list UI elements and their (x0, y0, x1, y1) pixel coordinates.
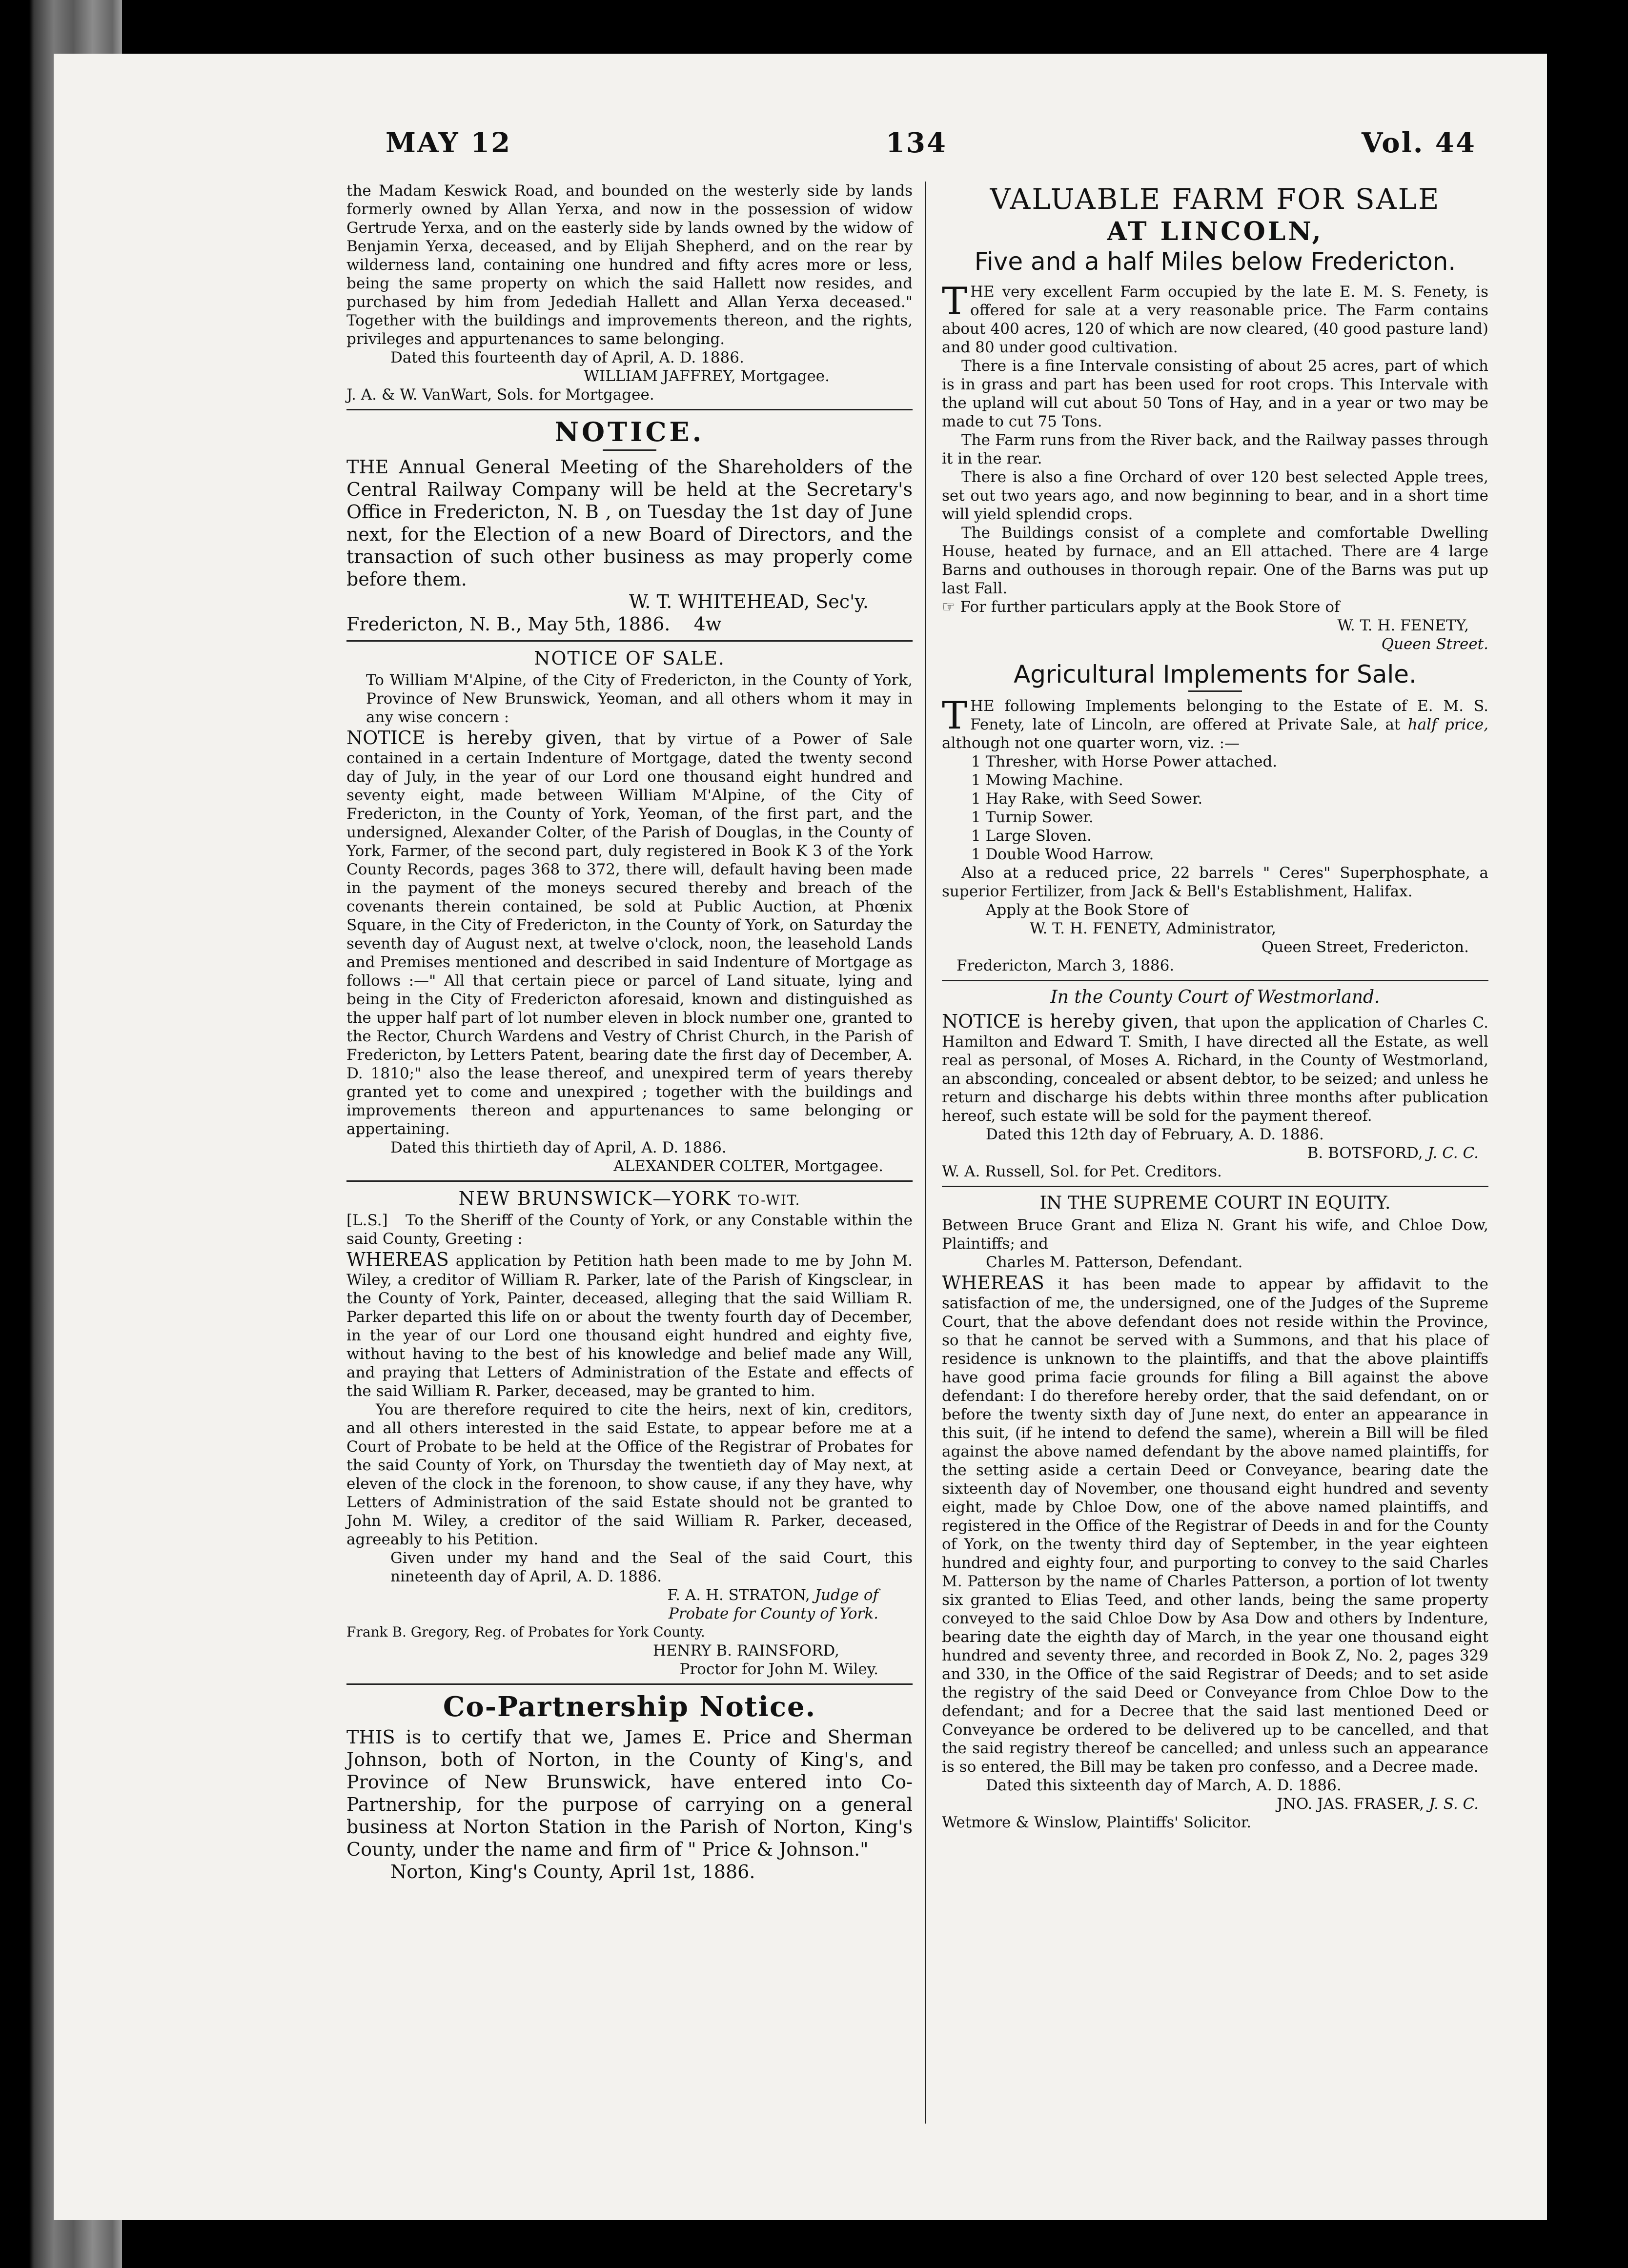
agri-intro-tail: although not one quarter worn, viz. :— (942, 734, 1240, 752)
farm-p4: There is also a fine Orchard of over 120 best selected Apple trees, set out two years ago, and now beginning to bear, and in a short time will yield splendid crops. (942, 468, 1488, 523)
agri-intro-italic: half price, (1407, 716, 1489, 733)
nb-body-text: application by Petition hath been made to me by John M. Wiley, a creditor of William R. Parker, late of the Parish of Kingsclear, in the County of York, Painter, deceased, alleging that the said William R. Parker departed this life on or about the twenty fourth day of December, in the year of our Lord one thousand eight hundred and eighty five, without having to the best of his knowledge and belief made any Will, and praying that Letters of Administration of the Estate and effects of the said William R. Parker, deceased, may be granted to him. (346, 1252, 913, 1400)
agri-dated: Fredericton, March 3, 1886. (956, 957, 1175, 974)
right-column (942, 182, 1488, 1832)
notice-body: THE Annual General Meeting of the Shareholders of the Central Railway Company will be held at the Secretary's Office in Fredericton, N. B , on Tuesday the 1st day of June next, for the Election of a new Board of Directors, and the transaction of such other business as may properly come before them. (346, 456, 913, 590)
westmorland-solicitor: W. A. Russell, Sol. for Pet. Creditors. (942, 1163, 1222, 1180)
divider (346, 1683, 913, 1685)
equity-signature (942, 1795, 1488, 1813)
continuation-solicitors: J. A. & W. VanWart, Sols. for Mortgagee. (346, 386, 654, 404)
farm-p3: The Farm runs from the River back, and the Railway passes through it in the rear. (942, 431, 1488, 467)
header-date: MAY 12 (386, 127, 512, 159)
list-item: 1 Thresher, with Horse Power attached. (971, 753, 1278, 770)
notice-weeks: 4w (693, 613, 722, 635)
farm-subheading: AT LINCOLN, (1107, 217, 1323, 246)
nb-heading-tail: TO-WIT. (738, 1192, 801, 1208)
equity-judge: JNO. JAS. FRASER, (1277, 1795, 1424, 1813)
continuation-text: the Madam Keswick Road, and bounded on the westerly side by lands formerly owned by Allan Yerxa, and now in the possession of widow Gertrude Yerxa, and on the easterly side by lands owned by the widow of Benjamin Yerxa, deceased, and by Elijah Shepherd, and on the rear by wilderness land, containing one hundred and fifty acres more or less, being the same property on which the said Hallett now resides, and purchased by him from Jedediah Hallett and Allan Yerxa deceased." Together with the buildings and improvements thereon, and the rights, privileges and appurtenances to same belonging. (346, 182, 913, 348)
divider (942, 1186, 1488, 1187)
agri-dropcap: T (942, 694, 968, 738)
copartnership-heading: Co-Partnership Notice. (443, 1691, 816, 1723)
list-item: 1 Large Sloven. (971, 827, 1092, 845)
farm-apply-text: For further particulars apply at the Book Store of (960, 598, 1340, 616)
sale-dated: Dated this thirtieth day of April, A. D. 1886. (390, 1139, 727, 1156)
nb-to: To the Sheriff of the County of York, or any Constable within the said County, Greeting : (346, 1212, 913, 1248)
equity-body-text: it has been made to appear by affidavit to the satisfaction of me, the undersigned, one of the Judges of the Supreme Court, that the above defendant does not reside within the Province, so that he cannot be served with a Summons, and that his place of residence is unknown to the plaintiffs, and that the above plaintiffs have good prima facie grounds for filing a Bill against the above defendant: I do therefore hereby order, that the said defendant, on or before the twenty sixth day of June next, do enter an appearance in this suit, (if he intend to defend the same), wherein a Bill will be filed against the above named defendant by the above named plaintiffs, for the setting aside a certain Deed or Conveyance, bearing date the sixteenth day of November, one thousand eight hundred and seventy eight, made by Chloe Dow, one of the above named plaintiffs, and registered in the Office of the Registrar of Deeds in and for the County of York, on the twenty third day of September, in the year eighteen hundred and eighty four, and purporting to convey to the said Charles M. Patterson by the name of Charles Patterson, a portion of lot twenty six granted to Elias Teed, and other lands, being the same property conveyed to the said Chloe Dow by Asa Dow and others by Indenture, bearing date the eighth day of March, in the year one thousand eight hundred and seventy three, and recorded in Book Z, No. 2, pages 329 and 330, in the Office of the said Registrar of Deeds; and to set aside the registry of the said Deed or Conveyance from Chloe Dow to the defendant; and for a Decree that the said last mentioned Deed or Conveyance be ordered to be delivered up to be cancelled, and that the said registry thereof be cancelled; and unless such an appearance is so entered, the Bill may be taken pro confesso, and a Decree made. (942, 1276, 1488, 1776)
nb-proctor-title: Proctor for John M. Wiley. (679, 1660, 878, 1678)
equity-body (942, 1272, 1488, 1776)
farm-location: Five and a half Miles below Fredericton. (974, 247, 1456, 276)
short-rule (603, 449, 656, 451)
farm-p1 (942, 280, 1488, 357)
westmorland-body-text: that upon the application of Charles C. Hamilton and Edward T. Smith, I have directed all the Estate, as well real as personal, of Moses A. Richard, in the County of Westmorland, an absconding, concealed or absent debtor, to be seized; and unless he return and discharge his debts within three months after publication hereof, such estate will be sold for the payment thereof. (942, 1014, 1488, 1125)
header-volume: Vol. 44 (1362, 127, 1476, 159)
divider (346, 1180, 913, 1182)
newspaper-page (54, 54, 1547, 2220)
notice-place (346, 613, 913, 635)
list-item: 1 Hay Rake, with Seed Sower. (971, 790, 1203, 808)
agri-street: Queen Street, Fredericton. (1261, 938, 1469, 956)
agri-intro-text: HE following Implements belonging to the Estate of E. M. S. Fenety, late of Lincoln, are offered at Private Sale, at (970, 697, 1488, 733)
nb-seal-line (346, 1211, 913, 1248)
farm-heading: VALUABLE FARM FOR SALE (990, 182, 1441, 216)
westmorland-signature (942, 1144, 1488, 1162)
equity-between: Between Bruce Grant and Eliza N. Grant his wife, and Chloe Dow, Plaintiffs; and (942, 1216, 1488, 1253)
equity-heading: IN THE SUPREME COURT IN EQUITY. (1039, 1193, 1391, 1213)
header-page-number: 134 (886, 127, 947, 159)
list-item: 1 Double Wood Harrow. (971, 846, 1154, 863)
farm-p1-text: HE very excellent Farm occupied by the late E. M. S. Fenety, is offered for sale at a very reasonable price. The Farm contains about 400 acres, 120 of which are now cleared, (40 good pasture land) and 80 under good cultivation. (942, 283, 1488, 356)
nb-body2: You are therefore required to cite the heirs, next of kin, creditors, and all others interested in the said Estate, to appear before me at a Court of Probate to be held at the Office of the Registrar of Probates for the said County of York, on Thursday the twentieth day of May next, at eleven of the clock in the forenoon, to show cause, if any they have, why Letters of Administration of the said Estate should not be granted to John M. Wiley, a creditor of the said William R. Parker, deceased, agreeably to his Petition. (346, 1401, 913, 1548)
sale-lead: NOTICE is hereby given, (346, 727, 603, 749)
notice-place-text: Fredericton, N. B., May 5th, 1886. (346, 613, 671, 635)
agri-intro (942, 694, 1489, 752)
nb-seal: [L.S.] (346, 1212, 388, 1229)
notice-signature: W. T. WHITEHEAD, Sec'y. (629, 591, 869, 612)
westmorland-lead: NOTICE is hereby given, (942, 1011, 1179, 1032)
short-rule (1188, 690, 1242, 692)
column-rule (925, 182, 926, 2124)
nb-judge-title: Judge of (814, 1586, 878, 1604)
notice-heading: NOTICE. (554, 416, 705, 447)
equity-dated: Dated this sixteenth day of March, A. D. 1886. (986, 1777, 1342, 1794)
equity-judge-title: J. S. C. (1428, 1795, 1479, 1813)
farm-apply (942, 598, 1488, 616)
agri-item-list (942, 752, 1488, 864)
nb-heading-text: NEW BRUNSWICK—YORK (458, 1188, 732, 1209)
nb-body (346, 1248, 913, 1400)
nb-given: Given under my hand and the Seal of the said Court, this nineteenth day of April, A. D. 1886. (390, 1549, 913, 1585)
nb-registrar: Frank B. Gregory, Reg. of Probates for York County. (346, 1624, 705, 1640)
list-item: 1 Turnip Sower. (971, 809, 1094, 826)
westmorland-dated: Dated this 12th day of February, A. D. 1886. (986, 1126, 1324, 1143)
divider (942, 980, 1488, 981)
farm-p2: There is a fine Intervale consisting of about 25 acres, part of which is in grass and part has been used for root crops. This Intervale with the upland will cut about 50 Tons of Hay, and in a year or two may be made to cut 75 Tons. (942, 357, 1488, 430)
farm-street: Queen Street. (1381, 635, 1488, 653)
agri-apply: Apply at the Book Store of (986, 901, 1189, 919)
sale-body (346, 727, 913, 1138)
nb-judge-title2: Probate for County of York. (668, 1605, 878, 1622)
left-column (346, 182, 913, 1883)
sale-body-text: that by virtue of a Power of Sale contained in a certain Indenture of Mortgage, dated the twenty second day of July, in the year of our Lord one thousand eight hundred and seventy eight, made between William M'Alpine, of the City of Fredericton, in the County of York, Yeoman, of the first part, and the undersigned, Alexander Colter, of the Parish of Douglas, in the County of York, Farmer, of the second part, duly registered in Book K 3 of the York County Records, pages 368 to 372, there will, default having been made in the payment of the moneys secured thereby and breach of the covenants therein contained, be sold at Public Auction, at Phœnix Square, in the City of Fredericton, in the County of York, on Saturday the seventh day of August next, at twelve o'clock, noon, the leasehold Lands and Premises mentioned and described in said Indenture of Mortgage as follows :—" All that certain piece or parcel of Land situate, lying and being in the City of Fredericton aforesaid, known and distinguished as the upper half part of lot number eleven in block number one, granted to the Rector, Church Wardens and Vestry of Christ Church, in the Parish of Fredericton, by Letters Patent, bearing date the first day of December, A. D. 1810;" also the lease thereof, and unexpired term of years thereby granted yet to come and unexpired ; together with the buildings and improvements thereon and appurtenances to same belonging or appertaining. (346, 730, 913, 1138)
equity-solicitor: Wetmore & Winslow, Plaintiffs' Solicitor. (942, 1814, 1252, 1831)
equity-defendant: Charles M. Patterson, Defendant. (986, 1254, 1243, 1271)
farm-p5: The Buildings consist of a complete and comfortable Dwelling House, heated by furnace, and an Ell attached. There are 4 large Barns and outhouses in thorough repair. One of the Barns was put up last Fall. (942, 524, 1488, 597)
divider (346, 640, 913, 642)
farm-dropcap: T (942, 280, 968, 324)
nb-signature-judge (346, 1586, 913, 1604)
sale-heading: NOTICE OF SALE. (534, 648, 725, 669)
nb-lead: WHEREAS (346, 1249, 449, 1270)
westmorland-heading: In the County Court of Westmorland. (1050, 987, 1380, 1007)
nb-judge-name: F. A. H. STRATON, (667, 1586, 810, 1604)
pointing-hand-icon: ☞ (942, 598, 956, 616)
continuation-signature: WILLIAM JAFFREY, Mortgagee. (584, 367, 830, 385)
sale-signature: ALEXANDER COLTER, Mortgagee. (613, 1157, 883, 1175)
list-item: 1 Mowing Machine. (971, 771, 1123, 789)
continuation-dated: Dated this fourteenth day of April, A. D. 1886. (390, 349, 744, 366)
nb-heading (346, 1188, 913, 1209)
westmorland-judge: B. BOTSFORD, (1307, 1144, 1423, 1162)
farm-signature: W. T. H. FENETY, (1337, 617, 1469, 634)
agri-also: Also at a reduced price, 22 barrels " Ceres" Superphosphate, a superior Fertilizer, from Jack & Bell's Establishment, Halifax. (942, 864, 1488, 900)
agri-signature: W. T. H. FENETY, Administrator, (1030, 920, 1276, 937)
agri-heading: Agricultural Implements for Sale. (1014, 660, 1417, 688)
copartnership-dated: Norton, King's County, April 1st, 1886. (390, 1861, 755, 1883)
nb-proctor-name: HENRY B. RAINSFORD, (652, 1642, 839, 1660)
copartnership-body: THIS is to certify that we, James E. Price and Sherman Johnson, both of Norton, in the County of King's, and Province of New Brunswick, have entered into Co-Partnership, for the purpose of carrying on a general business at Norton Station in the Parish of Norton, King's County, under the name and firm of " Price & Johnson." (346, 1726, 913, 1860)
sale-address: To William M'Alpine, of the City of Fredericton, in the County of York, Province of New Brunswick, Yeoman, and all others whom it may in any wise concern : (366, 671, 913, 726)
equity-lead: WHEREAS (942, 1272, 1044, 1294)
divider (346, 409, 913, 410)
westmorland-judge-title: J. C. C. (1427, 1144, 1479, 1162)
westmorland-body (942, 1010, 1488, 1125)
